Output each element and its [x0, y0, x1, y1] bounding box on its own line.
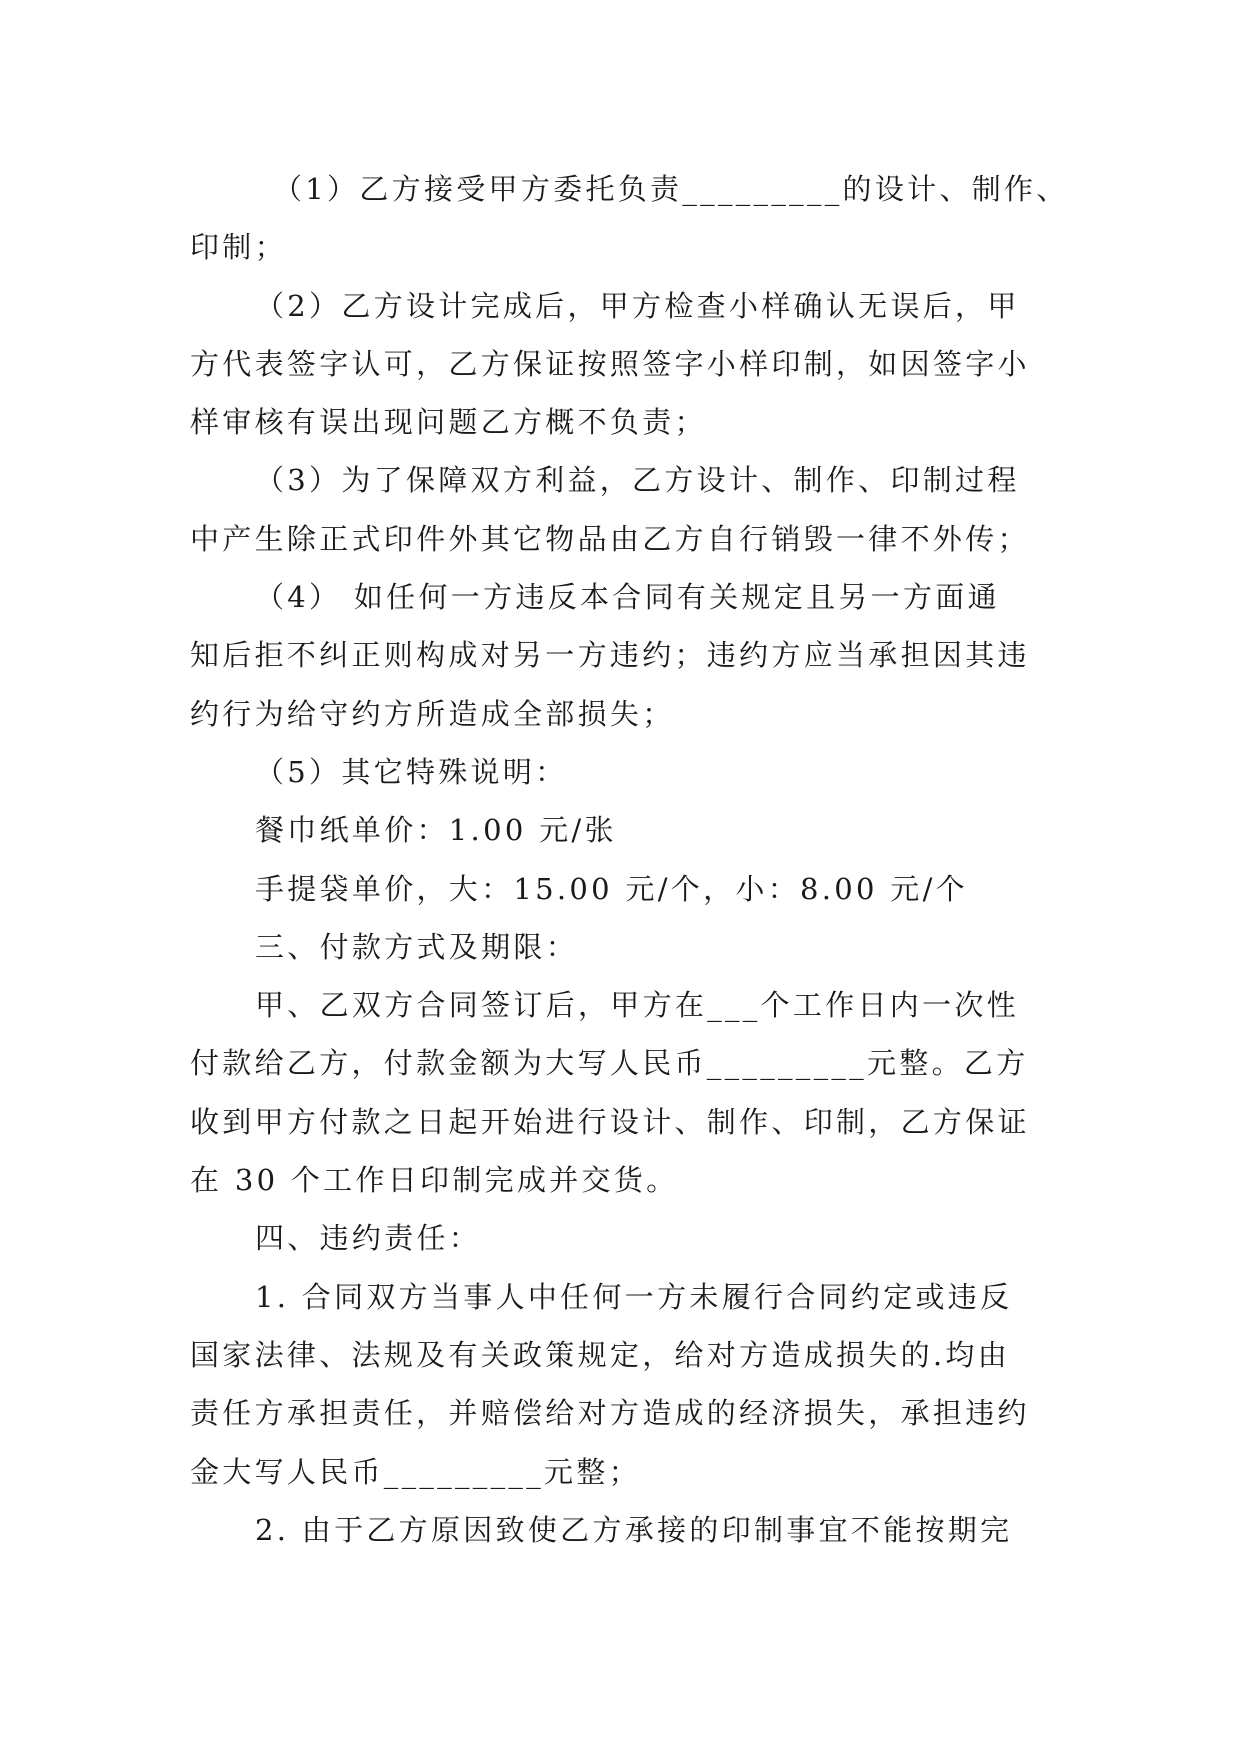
section-3-heading: 三、付款方式及期限： — [255, 929, 579, 964]
clause-2-line-1: （2）乙方设计完成后，甲方检查小样确认无误后，甲 — [255, 288, 1020, 323]
clause-2-line-3: 样审核有误出现问题乙方概不负责； — [190, 405, 707, 440]
liability-1-line-2: 国家法律、法规及有关政策规定，给对方造成损失的.均由 — [190, 1337, 1011, 1372]
payment-line-4: 在 30 个工作日印制完成并交货。 — [190, 1163, 679, 1198]
clause-4-line-2: 知后拒不纠正则构成对另一方违约；违约方应当承担因其违 — [190, 638, 1030, 673]
payment-line-3: 收到甲方付款之日起开始进行设计、制作、印制，乙方保证 — [190, 1104, 1030, 1139]
liability-1-line-1: 1. 合同双方当事人中任何一方未履行合同约定或违反 — [255, 1279, 1013, 1314]
handbag-price-line: 手提袋单价，大：15.00 元/个，小：8.00 元/个 — [255, 871, 968, 906]
clause-5-heading: （5）其它特殊说明： — [255, 754, 568, 789]
clause-1-line-2: 印制； — [190, 230, 287, 265]
napkin-price-line: 餐巾纸单价：1.00 元/张 — [255, 813, 617, 848]
clause-2-line-2: 方代表签字认可，乙方保证按照签字小样印制，如因签字小 — [190, 346, 1030, 381]
payment-line-1: 甲、乙双方合同签订后，甲方在___个工作日内一次性 — [255, 988, 1020, 1023]
liability-1-line-3: 责任方承担责任，并赔偿给对方造成的经济损失，承担违约 — [190, 1396, 1030, 1431]
liability-1-line-4: 金大写人民币_________元整； — [190, 1454, 641, 1489]
clause-1-line-1: （1）乙方接受甲方委托负责_________的设计、制作、 — [273, 172, 1069, 206]
liability-2-line-1: 2. 由于乙方原因致使乙方承接的印制事宜不能按期完 — [255, 1512, 1013, 1547]
clause-3-line-1: （3）为了保障双方利益，乙方设计、制作、印制过程 — [255, 463, 1020, 498]
clause-3-line-2: 中产生除正式印件外其它物品由乙方自行销毁一律不外传； — [190, 521, 1030, 556]
clause-4-line-1: （4） 如任何一方违反本合同有关规定且另一方面通 — [255, 580, 1000, 615]
payment-line-2: 付款给乙方，付款金额为大写人民币_________元整。乙方 — [190, 1046, 1029, 1081]
clause-4-line-3: 约行为给守约方所造成全部损失； — [190, 696, 675, 731]
section-4-heading: 四、违约责任： — [255, 1221, 482, 1256]
document-body — [190, 160, 1069, 1559]
